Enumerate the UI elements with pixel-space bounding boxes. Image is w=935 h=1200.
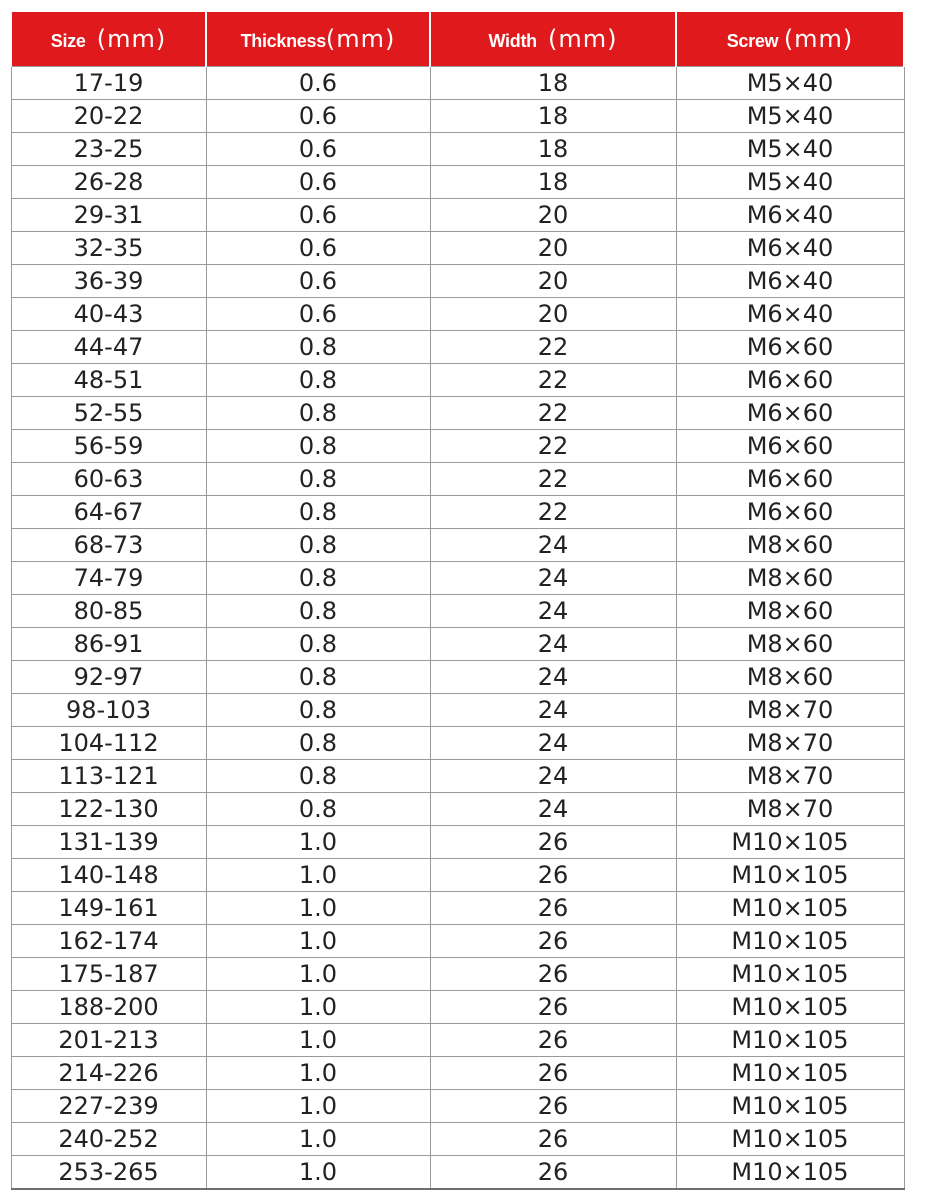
screw-cell: M10×105 xyxy=(676,1156,904,1190)
screw-cell: M10×105 xyxy=(676,1024,904,1057)
size-cell: 23-25 xyxy=(11,133,206,166)
width-cell: 24 xyxy=(430,595,676,628)
thickness-cell: 0.8 xyxy=(206,364,430,397)
size-cell: 131-139 xyxy=(11,826,206,859)
screw-cell: M6×40 xyxy=(676,298,904,331)
table-row xyxy=(11,892,904,925)
size-cell: 48-51 xyxy=(11,364,206,397)
screw-cell: M6×60 xyxy=(676,496,904,529)
thickness-cell: 0.8 xyxy=(206,430,430,463)
size-cell: 162-174 xyxy=(11,925,206,958)
table-row xyxy=(11,1090,904,1123)
table-row xyxy=(11,826,904,859)
thickness-cell: 0.8 xyxy=(206,331,430,364)
screw-cell: M6×60 xyxy=(676,331,904,364)
table-body xyxy=(11,67,904,1190)
table-row xyxy=(11,1057,904,1090)
header-row xyxy=(11,12,904,67)
width-cell: 22 xyxy=(430,364,676,397)
width-cell: 18 xyxy=(430,100,676,133)
table-row xyxy=(11,67,904,100)
size-cell: 52-55 xyxy=(11,397,206,430)
table-row xyxy=(11,529,904,562)
thickness-cell: 0.8 xyxy=(206,694,430,727)
screw-cell: M6×60 xyxy=(676,430,904,463)
size-cell: 113-121 xyxy=(11,760,206,793)
table-header xyxy=(11,12,904,67)
thickness-cell: 0.8 xyxy=(206,628,430,661)
thickness-cell: 0.8 xyxy=(206,760,430,793)
width-cell: 20 xyxy=(430,199,676,232)
screw-cell: M8×70 xyxy=(676,727,904,760)
screw-cell: M5×40 xyxy=(676,166,904,199)
header-size-unit: (mm) xyxy=(96,25,167,53)
size-cell: 214-226 xyxy=(11,1057,206,1090)
size-cell: 140-148 xyxy=(11,859,206,892)
header-width-unit: (mm) xyxy=(547,25,618,53)
header-thickness xyxy=(206,12,430,67)
thickness-cell: 0.6 xyxy=(206,100,430,133)
screw-cell: M10×105 xyxy=(676,925,904,958)
width-cell: 26 xyxy=(430,1156,676,1190)
thickness-cell: 1.0 xyxy=(206,892,430,925)
header-size-label: Size xyxy=(50,31,86,51)
thickness-cell: 0.8 xyxy=(206,562,430,595)
table-row xyxy=(11,1024,904,1057)
table-row xyxy=(11,1156,904,1190)
table-row xyxy=(11,364,904,397)
thickness-cell: 0.6 xyxy=(206,166,430,199)
screw-cell: M8×70 xyxy=(676,760,904,793)
screw-cell: M10×105 xyxy=(676,1123,904,1156)
width-cell: 20 xyxy=(430,232,676,265)
size-cell: 56-59 xyxy=(11,430,206,463)
screw-cell: M5×40 xyxy=(676,133,904,166)
screw-cell: M10×105 xyxy=(676,958,904,991)
thickness-cell: 0.6 xyxy=(206,265,430,298)
table-row xyxy=(11,397,904,430)
thickness-cell: 1.0 xyxy=(206,991,430,1024)
width-cell: 26 xyxy=(430,1123,676,1156)
size-cell: 20-22 xyxy=(11,100,206,133)
screw-cell: M10×105 xyxy=(676,826,904,859)
header-width xyxy=(430,12,676,67)
size-cell: 17-19 xyxy=(11,67,206,100)
thickness-cell: 0.8 xyxy=(206,661,430,694)
header-screw xyxy=(676,12,904,67)
size-cell: 26-28 xyxy=(11,166,206,199)
spec-table xyxy=(10,12,905,1190)
size-cell: 32-35 xyxy=(11,232,206,265)
table-row xyxy=(11,265,904,298)
thickness-cell: 0.8 xyxy=(206,793,430,826)
width-cell: 18 xyxy=(430,166,676,199)
table-row xyxy=(11,1123,904,1156)
table-row xyxy=(11,595,904,628)
thickness-cell: 0.8 xyxy=(206,463,430,496)
table-row xyxy=(11,628,904,661)
width-cell: 20 xyxy=(430,265,676,298)
screw-cell: M10×105 xyxy=(676,991,904,1024)
header-size xyxy=(11,12,206,67)
screw-cell: M8×60 xyxy=(676,628,904,661)
width-cell: 24 xyxy=(430,529,676,562)
size-cell: 60-63 xyxy=(11,463,206,496)
width-cell: 20 xyxy=(430,298,676,331)
screw-cell: M6×60 xyxy=(676,397,904,430)
size-cell: 80-85 xyxy=(11,595,206,628)
table-row xyxy=(11,661,904,694)
table-row xyxy=(11,562,904,595)
size-cell: 253-265 xyxy=(11,1156,206,1190)
screw-cell: M8×60 xyxy=(676,595,904,628)
width-cell: 26 xyxy=(430,859,676,892)
thickness-cell: 1.0 xyxy=(206,1057,430,1090)
thickness-cell: 1.0 xyxy=(206,1024,430,1057)
size-cell: 240-252 xyxy=(11,1123,206,1156)
table-row xyxy=(11,859,904,892)
width-cell: 26 xyxy=(430,826,676,859)
width-cell: 24 xyxy=(430,760,676,793)
size-cell: 36-39 xyxy=(11,265,206,298)
table-row xyxy=(11,958,904,991)
table-row xyxy=(11,991,904,1024)
width-cell: 24 xyxy=(430,628,676,661)
thickness-cell: 0.6 xyxy=(206,199,430,232)
size-cell: 104-112 xyxy=(11,727,206,760)
thickness-cell: 0.6 xyxy=(206,133,430,166)
table-row xyxy=(11,298,904,331)
size-cell: 86-91 xyxy=(11,628,206,661)
table-row xyxy=(11,727,904,760)
size-cell: 227-239 xyxy=(11,1090,206,1123)
header-thickness-label: Thickness xyxy=(240,31,326,51)
screw-cell: M8×60 xyxy=(676,529,904,562)
screw-cell: M10×105 xyxy=(676,1090,904,1123)
thickness-cell: 0.8 xyxy=(206,496,430,529)
header-screw-unit: (mm) xyxy=(783,25,854,53)
size-cell: 92-97 xyxy=(11,661,206,694)
thickness-cell: 1.0 xyxy=(206,826,430,859)
table-row xyxy=(11,232,904,265)
width-cell: 26 xyxy=(430,1024,676,1057)
width-cell: 22 xyxy=(430,397,676,430)
table-row xyxy=(11,199,904,232)
size-cell: 98-103 xyxy=(11,694,206,727)
screw-cell: M6×40 xyxy=(676,232,904,265)
screw-cell: M5×40 xyxy=(676,100,904,133)
size-cell: 149-161 xyxy=(11,892,206,925)
thickness-cell: 0.6 xyxy=(206,298,430,331)
size-cell: 44-47 xyxy=(11,331,206,364)
size-cell: 68-73 xyxy=(11,529,206,562)
table-row xyxy=(11,793,904,826)
table-row xyxy=(11,331,904,364)
thickness-cell: 0.8 xyxy=(206,595,430,628)
screw-cell: M8×60 xyxy=(676,562,904,595)
screw-cell: M8×60 xyxy=(676,661,904,694)
thickness-cell: 1.0 xyxy=(206,1156,430,1190)
header-width-label: Width xyxy=(488,31,537,51)
screw-cell: M8×70 xyxy=(676,694,904,727)
table-row xyxy=(11,166,904,199)
screw-cell: M8×70 xyxy=(676,793,904,826)
size-cell: 64-67 xyxy=(11,496,206,529)
width-cell: 22 xyxy=(430,463,676,496)
screw-cell: M6×40 xyxy=(676,199,904,232)
size-cell: 122-130 xyxy=(11,793,206,826)
width-cell: 26 xyxy=(430,1090,676,1123)
thickness-cell: 1.0 xyxy=(206,958,430,991)
table-row xyxy=(11,133,904,166)
table-row xyxy=(11,760,904,793)
table-row xyxy=(11,430,904,463)
header-thickness-unit: (mm) xyxy=(325,25,396,53)
thickness-cell: 1.0 xyxy=(206,1090,430,1123)
thickness-cell: 1.0 xyxy=(206,1123,430,1156)
thickness-cell: 0.8 xyxy=(206,727,430,760)
table-row xyxy=(11,463,904,496)
width-cell: 26 xyxy=(430,892,676,925)
size-cell: 175-187 xyxy=(11,958,206,991)
width-cell: 18 xyxy=(430,133,676,166)
width-cell: 22 xyxy=(430,331,676,364)
width-cell: 18 xyxy=(430,67,676,100)
thickness-cell: 0.8 xyxy=(206,529,430,562)
size-cell: 188-200 xyxy=(11,991,206,1024)
size-cell: 29-31 xyxy=(11,199,206,232)
width-cell: 24 xyxy=(430,562,676,595)
table-row xyxy=(11,100,904,133)
thickness-cell: 0.6 xyxy=(206,232,430,265)
width-cell: 26 xyxy=(430,1057,676,1090)
table-row xyxy=(11,925,904,958)
width-cell: 26 xyxy=(430,958,676,991)
thickness-cell: 1.0 xyxy=(206,859,430,892)
thickness-cell: 0.8 xyxy=(206,397,430,430)
width-cell: 24 xyxy=(430,694,676,727)
width-cell: 26 xyxy=(430,991,676,1024)
screw-cell: M6×60 xyxy=(676,364,904,397)
thickness-cell: 0.6 xyxy=(206,67,430,100)
screw-cell: M5×40 xyxy=(676,67,904,100)
size-cell: 40-43 xyxy=(11,298,206,331)
size-cell: 201-213 xyxy=(11,1024,206,1057)
table-row xyxy=(11,694,904,727)
width-cell: 22 xyxy=(430,496,676,529)
header-screw-label: Screw xyxy=(726,31,779,51)
screw-cell: M6×40 xyxy=(676,265,904,298)
width-cell: 26 xyxy=(430,925,676,958)
width-cell: 24 xyxy=(430,727,676,760)
screw-cell: M10×105 xyxy=(676,859,904,892)
width-cell: 24 xyxy=(430,661,676,694)
screw-cell: M6×60 xyxy=(676,463,904,496)
screw-cell: M10×105 xyxy=(676,892,904,925)
width-cell: 22 xyxy=(430,430,676,463)
size-cell: 74-79 xyxy=(11,562,206,595)
table-row xyxy=(11,496,904,529)
thickness-cell: 1.0 xyxy=(206,925,430,958)
width-cell: 24 xyxy=(430,793,676,826)
screw-cell: M10×105 xyxy=(676,1057,904,1090)
